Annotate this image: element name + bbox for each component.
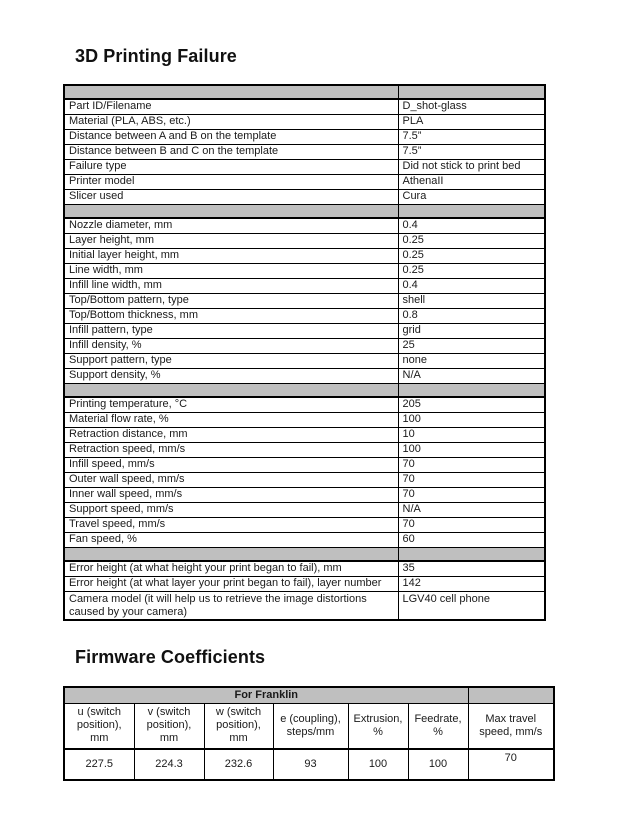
section-title-3d-printing-failure: 3D Printing Failure: [75, 46, 237, 66]
row-label: Error height (at what height your print began to fail), mm: [64, 561, 398, 576]
row-value: 0.25: [398, 233, 545, 248]
row-value: 70: [398, 487, 545, 502]
firmware-group-header-row: [64, 687, 554, 704]
table-row: [64, 532, 545, 547]
row-value: 0.25: [398, 248, 545, 263]
row-value: N/A: [398, 368, 545, 383]
row-label: Support pattern, type: [64, 353, 398, 368]
row-value: none: [398, 353, 545, 368]
row-label: Infill pattern, type: [64, 323, 398, 338]
row-value: 142: [398, 576, 545, 591]
row-value: Did not stick to print bed: [398, 159, 545, 174]
column-header: Max travel speed, mm/s: [468, 704, 554, 749]
row-value: LGV40 cell phone: [398, 591, 545, 620]
row-label: Infill density, %: [64, 338, 398, 353]
separator-value-cell: [398, 383, 545, 397]
column-header: u (switch position), mm: [64, 704, 134, 749]
row-value: 0.25: [398, 263, 545, 278]
table-row: [64, 159, 545, 174]
row-value: 100: [398, 442, 545, 457]
row-label: Travel speed, mm/s: [64, 517, 398, 532]
row-value: 100: [398, 412, 545, 427]
separator-label-cell: [64, 204, 398, 218]
row-value: AthenaII: [398, 174, 545, 189]
row-value: 205: [398, 397, 545, 412]
table-row: [64, 144, 545, 159]
table-row: [64, 293, 545, 308]
firmware-group-header: For Franklin: [64, 687, 468, 704]
row-label: Slicer used: [64, 189, 398, 204]
table-row: [64, 487, 545, 502]
table-row: [64, 218, 545, 233]
table-row: [64, 502, 545, 517]
firmware-group-header-corner-cell: [468, 687, 554, 704]
row-value: Cura: [398, 189, 545, 204]
row-value: 25: [398, 338, 545, 353]
row-label: Line width, mm: [64, 263, 398, 278]
row-label: Printer model: [64, 174, 398, 189]
table-row: [64, 338, 545, 353]
value-cell: 100: [408, 749, 468, 780]
table-row: [64, 591, 545, 620]
row-value: 0.4: [398, 218, 545, 233]
table-row: [64, 189, 545, 204]
value-cell: 70: [468, 749, 554, 780]
row-label: Infill speed, mm/s: [64, 457, 398, 472]
column-header: Feedrate, %: [408, 704, 468, 749]
table-row: [64, 368, 545, 383]
table-row: [64, 353, 545, 368]
table-row: [64, 308, 545, 323]
table-row: [64, 233, 545, 248]
firmware-value-row: [64, 749, 554, 780]
table-row: [64, 263, 545, 278]
row-label: Distance between B and C on the template: [64, 144, 398, 159]
row-label: Retraction distance, mm: [64, 427, 398, 442]
row-value: 0.4: [398, 278, 545, 293]
value-cell: 224.3: [134, 749, 204, 780]
separator-label-cell: [64, 383, 398, 397]
row-label: Top/Bottom thickness, mm: [64, 308, 398, 323]
row-value: 7.5”: [398, 129, 545, 144]
row-value: 60: [398, 532, 545, 547]
row-value: 7.5”: [398, 144, 545, 159]
row-value: shell: [398, 293, 545, 308]
row-value: 70: [398, 457, 545, 472]
section-separator-row: [64, 204, 545, 218]
firmware-coefficients-table: [63, 686, 555, 781]
row-label: Failure type: [64, 159, 398, 174]
table-row: [64, 412, 545, 427]
row-value: 70: [398, 472, 545, 487]
row-value: 10: [398, 427, 545, 442]
row-value: N/A: [398, 502, 545, 517]
separator-value-cell: [398, 204, 545, 218]
table-row: [64, 129, 545, 144]
table-row: [64, 472, 545, 487]
row-label: Distance between A and B on the template: [64, 129, 398, 144]
table-row: [64, 323, 545, 338]
value-cell: 227.5: [64, 749, 134, 780]
row-label: Support density, %: [64, 368, 398, 383]
value-cell: 93: [273, 749, 348, 780]
row-label: Part ID/Filename: [64, 99, 398, 114]
row-value: 70: [398, 517, 545, 532]
separator-label-cell: [64, 85, 398, 99]
row-label: Infill line width, mm: [64, 278, 398, 293]
row-label: Fan speed, %: [64, 532, 398, 547]
table-row: [64, 397, 545, 412]
value-cell: 100: [348, 749, 408, 780]
section-separator-row: [64, 85, 545, 99]
row-label: Nozzle diameter, mm: [64, 218, 398, 233]
failure-table-body: [64, 85, 545, 620]
separator-value-cell: [398, 547, 545, 561]
table-row: [64, 576, 545, 591]
value-cell: 232.6: [204, 749, 273, 780]
table-row: [64, 174, 545, 189]
row-label: Support speed, mm/s: [64, 502, 398, 517]
table-row: [64, 517, 545, 532]
table-row: [64, 99, 545, 114]
column-header: w (switch position), mm: [204, 704, 273, 749]
row-label: Outer wall speed, mm/s: [64, 472, 398, 487]
row-label: Camera model (it will help us to retrieve the image distortions caused by your camera): [64, 591, 398, 620]
section-separator-row: [64, 547, 545, 561]
row-value: PLA: [398, 114, 545, 129]
column-header: v (switch position), mm: [134, 704, 204, 749]
section-title-firmware-coefficients: Firmware Coefficients: [75, 647, 266, 667]
row-value: D_shot-glass: [398, 99, 545, 114]
row-label: Initial layer height, mm: [64, 248, 398, 263]
row-label: Material flow rate, %: [64, 412, 398, 427]
column-header: Extrusion, %: [348, 704, 408, 749]
table-row: [64, 278, 545, 293]
row-label: Printing temperature, °C: [64, 397, 398, 412]
table-row: [64, 114, 545, 129]
table-row: [64, 248, 545, 263]
row-label: Retraction speed, mm/s: [64, 442, 398, 457]
separator-label-cell: [64, 547, 398, 561]
row-label: Error height (at what layer your print began to fail), layer number: [64, 576, 398, 591]
row-label: Layer height, mm: [64, 233, 398, 248]
row-value: 35: [398, 561, 545, 576]
column-header: e (coupling), steps/mm: [273, 704, 348, 749]
row-label: Top/Bottom pattern, type: [64, 293, 398, 308]
row-label: Material (PLA, ABS, etc.): [64, 114, 398, 129]
table-row: [64, 442, 545, 457]
table-row: [64, 427, 545, 442]
failure-details-table: [63, 84, 546, 621]
section-separator-row: [64, 383, 545, 397]
row-value: 0.8: [398, 308, 545, 323]
row-label: Inner wall speed, mm/s: [64, 487, 398, 502]
firmware-header-row: [64, 704, 554, 749]
table-row: [64, 457, 545, 472]
row-value: grid: [398, 323, 545, 338]
separator-value-cell: [398, 85, 545, 99]
table-row: [64, 561, 545, 576]
